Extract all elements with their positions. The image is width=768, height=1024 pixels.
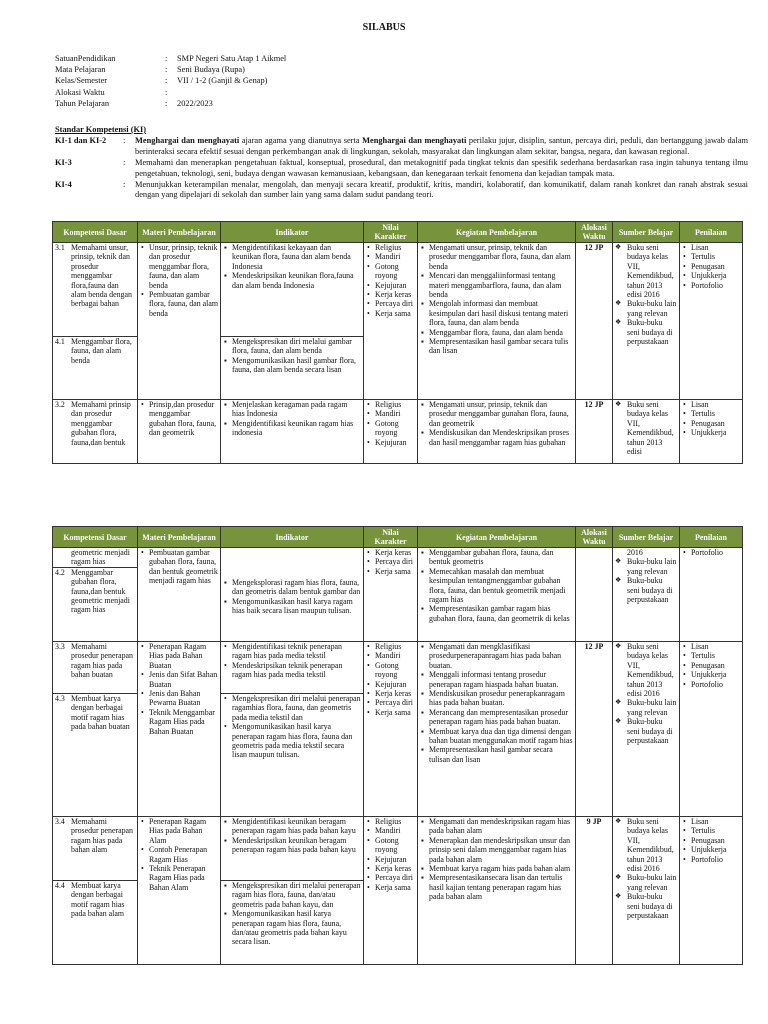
header-cell: Penilaian [680,527,743,548]
ki-colon: : [123,158,126,168]
kd-number: 4.4 [55,881,65,890]
info-colon: : [165,87,168,97]
ki-row [55,158,748,179]
sumber-cell [613,243,680,400]
list-item: • Lisan [682,817,740,826]
kd-text: Memahami prinsip dan prosedur menggambar gubahan flora, fauna,dan bentuk [71,400,131,447]
list-item: • Portofolio [682,548,740,557]
alokasi-cell: 12 JP [576,642,613,817]
list-item: • Kejujuran [366,855,415,864]
header-cell: Nilai Karakter [364,527,418,548]
ki-row [55,136,748,157]
penilaian-cell [680,548,743,642]
list-item: ❖ Buku-buku seni budaya di perpustakaan [615,717,677,745]
list-item: ▪ Mengidentifikasi kekayaan dan keunikan flora, fauna dan alam benda Indonesia [223,243,361,271]
list-item: • Lisan [682,400,740,409]
indikator-cell [221,337,364,400]
list-item: ❖ Buku-buku lain yang relevan [615,557,677,576]
list-item: • Lisan [682,642,740,651]
info-row [55,87,286,98]
sumber-continued: 2016 [627,548,643,557]
list-item: ▪ Mengomunikasikan hasil karya penerapan ragam hias flora, fauna, dan/atau geometris pada bahan kayu secara lisan. [223,909,361,947]
indikator-cell [221,243,364,337]
list-item: • Kejujuran [366,281,415,290]
header-cell: Indikator [221,527,364,548]
list-item: • Lisan [682,243,740,252]
list-item: • Mendeskripsikan teknik penerapan ragam hias pada media tekstil [223,661,361,680]
ki-bold: Menghargai dan menghayati [135,136,240,146]
kegiatan-cell [418,400,576,464]
list-item: ▪ Mengidentifikasi keunikan beragam penerapan ragam hias pada bahan kayu [223,817,361,836]
list-item: ▪ Mendeskripsikan keunikan beragam penerapan ragam hias pada bahan kayu [223,836,361,855]
header-cell: Alokasi Waktu [576,527,613,548]
indikator-cell [221,694,364,817]
list-item: ❖ Buku-buku seni budaya di perpustakaan [615,318,677,346]
list-item: • Mandiri [366,252,415,261]
kd-cell [53,400,138,464]
sumber-cell [613,642,680,817]
syllabus-table-2 [52,526,743,965]
kd-text: Memahami prosedur penerapan ragam hias pada bahan alam [71,817,134,855]
kd-number: 3.2 [55,400,65,409]
indikator-cell [221,881,364,965]
list-item: • Penerapan Ragam Hias pada Bahan Buatan [140,642,218,670]
list-item: ▪ Mengomunikasikan hasil gambar flora, fauna, dan alam benda secara lisan [223,356,361,375]
list-item: ❖ Buku seni budaya kelas VII, Kemendikbud, tahun 2013 edisi [615,400,677,456]
kd-cell [53,817,138,881]
materi-cell [138,548,221,642]
list-item: ▪ Mengamati unsur, prinsip, teknik dan prosedur menggambar gunahan flora, fauna, dan geometrik [420,400,573,428]
list-item: • Unjukkerja [682,271,740,280]
ki-text: Menunjukkan keterampilan menalar, mengolah, dan menyaji secara kreatif, produktif, kritis, mandiri, kolaboratif, dan komunikatif, dalam ranah konkret dan ranah abstrak sesuai dengan yang dipelajari di sekolah dan sumber lain yang sama dalam sudut pandang teori. [135,180,748,200]
ki-text [135,136,748,157]
list-item: • Kerja keras [366,290,415,299]
header-cell: Nilai Karakter [364,222,418,243]
list-item: • Unjukkerja [682,845,740,854]
sumber-cell [613,548,680,642]
header-cell: Materi Pembelajaran [138,527,221,548]
indikator-cell [221,817,364,881]
list-item: • Jenis dan Sifat Bahan Buatan [140,670,218,689]
list-item: • Kerja sama [366,708,415,717]
list-item: ▪ Menggali informasi tentang prosedur penerapan ragam hiaspada bahan buatan. [420,670,573,689]
list-item: • Kerja sama [366,309,415,318]
kegiatan-cell [418,817,576,965]
penilaian-cell [680,400,743,464]
list-item: • Kerja sama [366,567,415,576]
page-title: SILABUS [362,22,406,33]
indikator-cell [221,400,364,464]
info-value: VII / 1-2 (Ganjil & Genap) [177,76,268,86]
alokasi-cell: 12 JP [576,400,613,464]
list-item: ▪ Mempresentasikan gambar ragam hias gubahan flora, fauna, dan geometrik di kelas [420,604,573,623]
info-colon: : [165,54,168,63]
alokasi-cell [576,548,613,642]
list-item: • Gotong royong [366,836,415,855]
list-item: ▪ Mempresentasikansecara lisan dan tertulis hasil kajian tentang penerapan ragam hias pada bahan alam [420,873,573,901]
list-item: • Percaya diri [366,698,415,707]
table-row [53,548,743,642]
identity-block [55,53,286,109]
penilaian-cell [680,642,743,817]
ki-text-part: perilaku jujur, disiplin, santun, percaya diri, peduli, dan bertanggung jawab dalam berinteraksi secara efektif sesuai dengan perkembangan anak di lingkungan, sekolah, masyarakat dan lingkungan alam sekitar, bangsa, negara, dan kawasan regional. [135,136,748,156]
list-item: • Penugasan [682,661,740,670]
info-colon: : [165,98,168,108]
ki-text-part: ajaran agama yang dianutnya serta [239,136,363,146]
list-item: • Religius [366,817,415,826]
header-cell: Kegiatan Pembelajaran [418,222,576,243]
kd-number: 4.1 [55,337,65,346]
list-item: • Mengomunikasikan hasil karya penerapan ragam hias flora, fauna dan geometris pada media tekstil secara lisan maupun tulisan. [223,722,361,760]
info-label: Mata Pelajaran [55,65,106,75]
list-item: ▪ Menerapkan dan mendeskripsikan unsur dan prinsip seni dalam menggambar ragam hias pada bahan alam [420,836,573,864]
kd-text: Membuat karya dengan berbagai motif ragam hias pada bahan alam [71,881,125,919]
ki-label: KI-3 [55,158,72,168]
info-colon: : [165,76,168,86]
table-header-row [53,222,743,243]
header-cell: Indikator [221,222,364,243]
list-item: ❖ Buku-buku lain yang relevan [615,873,677,892]
info-colon: : [165,65,168,75]
list-item: ❖ Buku seni budaya kelas VII, Kemendikbud, tahun 2013 edisi 2016 [615,817,677,873]
list-item: ▪ Mempresentasikan hasil gambar secara tulis dan lisan [420,337,573,356]
table-row [53,243,743,337]
nilai-cell [364,642,418,817]
list-item: ❖ Buku-buku lain yang relevan [615,698,677,717]
table-row [53,817,743,881]
header-cell: Materi Pembelajaran [138,222,221,243]
list-item: ▪ Mengidentifikasi keunikan ragam hias indonesia [223,419,361,438]
nilai-cell [364,817,418,965]
info-value: SMP Negeri Satu Atap 1 Aikmel [177,54,287,63]
syllabus-table-1 [52,221,743,464]
table-row [53,642,743,694]
info-label: SatuanPendidikan [55,54,116,63]
list-item: • Contoh Penerapan Ragam Hias [140,845,218,864]
list-item: • Gotong royong [366,661,415,680]
indikator-cell [221,548,364,642]
list-item: • Religius [366,642,415,651]
table-header-row [53,527,743,548]
list-item: • Penugasan [682,262,740,271]
list-item: • Religius [366,400,415,409]
list-item: • Percaya diri [366,557,415,566]
list-item: • Tertulis [682,651,740,660]
list-item: • Portofolio [682,680,740,689]
list-item: ❖ Buku-buku seni budaya di perpustakaan [615,576,677,604]
info-row [55,53,286,64]
ki-label: KI-1 dan KI-2 [55,136,107,146]
list-item: • Kerja keras [366,548,415,557]
sumber-cell [613,817,680,965]
list-item: ▪ Memecahkan masalah dan membuat kesimpulan tentangmenggambar gubahan flora, fauna, dan bentuk geometrik menjadi ragam hias [420,567,573,605]
list-item: ▪ Mengeksplorasi ragam hias flora, fauna, dan geometris dalam bentuk gambar dan [223,578,361,597]
list-item: • Percaya diri [366,299,415,308]
list-item: ❖ Buku seni budaya kelas VII, Kemendikbud, tahun 2013 edisi 2016 [615,642,677,698]
list-item: • Percaya diri [366,873,415,882]
kegiatan-cell [418,548,576,642]
materi-cell [138,817,221,965]
nilai-cell [364,243,418,400]
ki-text: Memahami dan menerapkan pengetahuan faktual, konseptual, prosedural, dan metakognitif pada tingkat teknis dan spesifik sederhana berdasarkan rasa ingin tahunya tentang ilmu pengetahuan, teknologi, seni, budaya dengan wawasan kemanusiaan, kebangsaan, dan kenegaraan terkait fenomena dan kejadian tampak mata. [135,158,748,178]
ki-colon: : [123,136,126,146]
list-item: ▪ Menjelaskan keragaman pada ragam hias Indonesia [223,400,361,419]
header-cell: Kompetensi Dasar [53,527,138,548]
list-item: ▪ Mengekspresikan diri melalui gambar flora, fauna, dan alam benda [223,337,361,356]
kd-number: 3.4 [55,817,65,826]
kd-text: Memahami prosedur penerapan ragam hias pada bahan buatan [71,642,134,680]
list-item: ▪ Mendiskusikan dan Mendeskripsikan proses dan hasil menggambar ragam hias gubahan [420,428,573,447]
list-item: ▪ Membuat karya ragam hias pada bahan alam [420,864,573,873]
list-item: • Tertulis [682,252,740,261]
list-item: • Gotong royong [366,419,415,438]
list-item: • Mandiri [366,651,415,660]
list-item: ❖ Buku-buku lain yang relevan [615,299,677,318]
list-item: • Mengidentifikasi teknik penerapan ragam hias pada media tekstil [223,642,361,661]
header-cell: Alokasi Waktu [576,222,613,243]
materi-cell [138,642,221,817]
list-item: ▪ Mengamati unsur, prinsip, teknik dan prosedur menggambar flora, fauna, dan alam benda [420,243,573,271]
list-item: • Teknik Penerapan Ragam Hias pada Bahan Alam [140,864,218,892]
list-item: • Mengekspresikan diri melalui penerapan ragamhias flora, fauna, dan geometris pada media tekstil dan [223,694,361,722]
ki-heading: Standar Kompetensi (KI) [55,125,147,134]
nilai-cell [364,548,418,642]
header-cell: Sumber Belajar [613,222,680,243]
list-item: • Jenis dan Bahan Pewarna Buatan [140,689,218,708]
list-item: • Teknik Menggambar Ragam Hias pada Bahan Buatan [140,708,218,736]
list-item: • Penugasan [682,836,740,845]
list-item: • Unjukkerja [682,428,740,437]
nilai-cell [364,400,418,464]
list-item: ▪ Mengomunikasikan hasil karya ragam hias baik secara lisan maupun tulisan. [223,597,361,616]
header-cell: Sumber Belajar [613,527,680,548]
ki-bold: Menghargai dan menghayati [362,136,467,146]
list-item: • Kerja keras [366,689,415,698]
table-row [53,400,743,464]
penilaian-cell [680,817,743,965]
kd-number: 4.2 [55,567,65,577]
list-item: • Pembuatan gambar gubahan flora, fauna, dan bentuk geometrik menjadi ragam hias [140,548,218,586]
list-item: ▪ Mendeskripsikan keunikan flora,fauna dan alam benda Indonesia [223,271,361,290]
info-row [55,75,286,86]
materi-cell [138,400,221,464]
kd-cell [53,642,138,694]
kd-text: Menggambar flora, fauna, dan alam benda [71,337,132,365]
list-item: • Unjukkerja [682,670,740,679]
info-value: Seni Budaya (Rupa) [177,65,245,75]
list-item: • Kerja keras [366,864,415,873]
list-item: • Kejujuran [366,438,415,447]
ki-colon: : [123,180,126,190]
kd-number: 3.3 [55,642,65,651]
list-item: • Kerja sama [366,883,415,892]
list-item: • Portofolio [682,281,740,290]
list-item: ❖ Buku-buku seni budaya di perpustakaan [615,892,677,920]
list-item: ▪ Mengolah informasi dan membuat kesimpulan dari hasil diskusi tentang materi flora, fauna, dan alam benda [420,299,573,327]
header-cell: Kompetensi Dasar [53,222,138,243]
list-item: ▪ Mempresentasikan hasil gambar secara tulisan dan lisan [420,745,573,764]
info-row [55,64,286,75]
indikator-cell [221,642,364,694]
kd-cell [53,337,138,400]
kegiatan-cell [418,642,576,817]
alokasi-cell: 12 JP [576,243,613,400]
kd-text: Membuat karya dengan berbagai motif ragam hias pada bahan buatan [71,694,130,732]
info-label: Tahun Pelajaran [55,98,110,108]
list-item: ▪ Mengamati dan mendeskripsikan ragam hias pada bahan alam [420,817,573,836]
list-item: • Mandiri [366,409,415,418]
list-item: ▪ Mengamati dan mengklasifikasi prosedurpenerapanragam hias pada bahan buatan. [420,642,573,670]
list-item: • Portofolio [682,855,740,864]
list-item: ❖ Buku seni budaya kelas VII, Kemendikbud, tahun 2013 edisi 2016 [615,243,677,299]
list-item: ▪ Menggambar flora, fauna, dan alam benda [420,328,573,337]
list-item: • Tertulis [682,409,740,418]
info-value: 2022/2023 [177,98,213,108]
header-cell: Kegiatan Pembelajaran [418,527,576,548]
ki-label: KI-4 [55,180,72,190]
kd-text: Memahami unsur, prinsip, teknik dan prosedur menggambar flora,fauna dan alam benda dengan berbagai bahan [71,243,132,309]
kd-cell [53,243,138,337]
kd-number: 4.3 [55,694,65,703]
list-item: • Penugasan [682,419,740,428]
kd-number: 3.1 [55,243,65,252]
info-row [55,98,286,109]
list-item: ▪ Mengekspresikan diri melalui penerapan ragam hias flora, fauna, dan/atau geometris pada bahan kayu, dan [223,881,361,909]
list-item: • Kejujuran [366,680,415,689]
list-item: • Religius [366,243,415,252]
list-item: • Mandiri [366,826,415,835]
list-item: • Prinsip,dan prosedur menggambar gubahan flora, fauna, dan geometrik [140,400,218,438]
list-item: ▪ Merancang dan mempresentasikan prosedur penerapan ragam hias pada bahan buatan. [420,708,573,727]
kd-text: geometric menjadi ragam hias [71,548,130,567]
list-item: ▪ Mendiskusikan prosedur penerapkanragam hias pada bahan buatan. [420,689,573,708]
ki-section [55,125,748,202]
header-cell: Penilaian [680,222,743,243]
kd-cell [53,694,138,817]
kd-text: Menggambar gubahan flora, fauna,dan bentuk geometric menjadi ragam hias [71,567,130,615]
kegiatan-cell [418,243,576,400]
list-item: • Pembuatan gambar flora, fauna, dan alam benda [140,290,218,318]
alokasi-cell: 9 JP [576,817,613,965]
list-item: • Gotong royong [366,262,415,281]
list-item: ▪ Membuat karya dua dan tiga dimensi dengan bahan buatan menggunakan motif ragam hias [420,727,573,746]
list-item: • Unsur, prinsip, teknik dan prosedur menggambar flora, fauna, dan alam benda [140,243,218,290]
list-item: • Tertulis [682,826,740,835]
list-item: ▪ Mencari dan menggaliinformasi tentang materi menggambarflora, fauna, dan alam benda [420,271,573,299]
info-label: Kelas/Semester [55,76,108,86]
info-label: Alokasi Waktu [55,87,105,97]
materi-cell [138,243,221,400]
ki-row [55,180,748,201]
list-item: • Penerapan Ragam Hias pada Bahan Alam [140,817,218,845]
list-item: ▪ Menggambar gubahan flora, fauna, dan bentuk geometris [420,548,573,567]
penilaian-cell [680,243,743,400]
kd-cell [53,548,138,642]
kd-cell [53,881,138,965]
sumber-cell [613,400,680,464]
